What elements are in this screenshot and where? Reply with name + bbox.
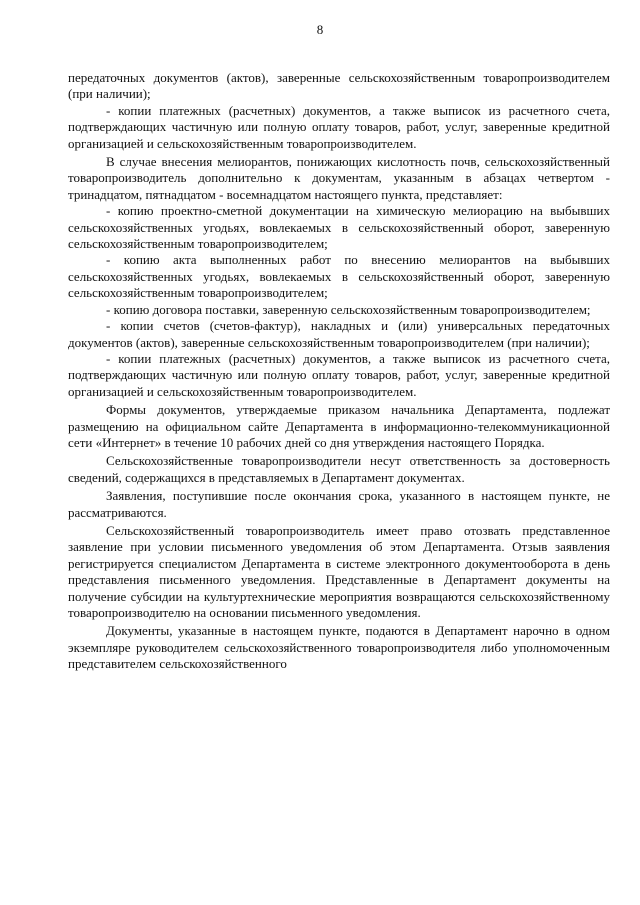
document-body <box>68 70 610 673</box>
paragraph: Заявления, поступившие после окончания срока, указанного в настоящем пункте, не рассматриваются. <box>68 488 610 520</box>
paragraph: В случае внесения мелиорантов, понижающих кислотность почв, сельскохозяйственный товаропроизводитель дополнительно к документам, указанным в абзацах четвертом - тринадцатом, пятнадцатом - восемнадцатом настоящего пункта, представляет: <box>68 154 610 202</box>
paragraph: Документы, указанные в настоящем пункте, подаются в Департамент нарочно в одном экземпляре руководителем сельскохозяйственного товаропроизводителя либо уполномоченным представителем сельскохозяйственного <box>68 623 610 672</box>
paragraph: передаточных документов (актов), заверенные сельскохозяйственным товаропроизводителем (при наличии); <box>68 70 610 102</box>
paragraph: - копии платежных (расчетных) документов, а также выписок из расчетного счета, подтверждающих частичную или полную оплату товаров, работ, услуг, заверенные кредитной организацией и сельскохозяйственным товаропроизводителем. <box>68 350 610 399</box>
paragraph: Сельскохозяйственные товаропроизводители несут ответственность за достоверность сведений, содержащихся в представляемых в Департамент документах. <box>68 453 610 485</box>
paragraph: - копию проектно-сметной документации на химическую мелиорацию на выбывших сельскохозяйственных угодьях, вовлекаемых в сельскохозяйственный оборот, заверенную сельскохозяйственным товаропроизводителем; <box>68 203 610 252</box>
paragraph: - копию договора поставки, заверенную сельскохозяйственным товаропроизводителем; <box>106 301 591 317</box>
page-number: 8 <box>316 22 324 37</box>
paragraph: - копии платежных (расчетных) документов, а также выписок из расчетного счета, подтверждающих частичную или полную оплату товаров, работ, услуг, заверенные кредитной организацией и сельскохозяйственным товаропроизводителем. <box>68 102 610 151</box>
paragraph: Формы документов, утверждаемые приказом начальника Департамента, подлежат размещению на официальном сайте Департамента в информационно-телекоммуникационной сети «Интернет» в течение 10 рабочих дней со дня утверждения настоящего Порядка. <box>68 402 610 450</box>
paragraph: Сельскохозяйственный товаропроизводитель имеет право отозвать представленное заявление при условии письменного уведомления об этом Департамента. Отзыв заявления регистрируется специалистом Департамента в системе электронного документооборота в день представления письменного уведомления. Представленные в Департамент документы на получение субсидии на культуртехнические мероприятия возвращаются сельскохозяйственному товаропроизводителю на основании письменного уведомления. <box>68 522 610 620</box>
paragraph: - копию акта выполненных работ по внесению мелиорантов на выбывших сельскохозяйственных угодьях, вовлекаемых в сельскохозяйственный оборот, заверенную сельскохозяйственным товаропроизводителем; <box>68 252 610 301</box>
paragraph: - копии счетов (счетов-фактур), накладных и (или) универсальных передаточных документов (актов), заверенные сельскохозяйственным товаропроизводителем (при наличии); <box>68 318 610 350</box>
